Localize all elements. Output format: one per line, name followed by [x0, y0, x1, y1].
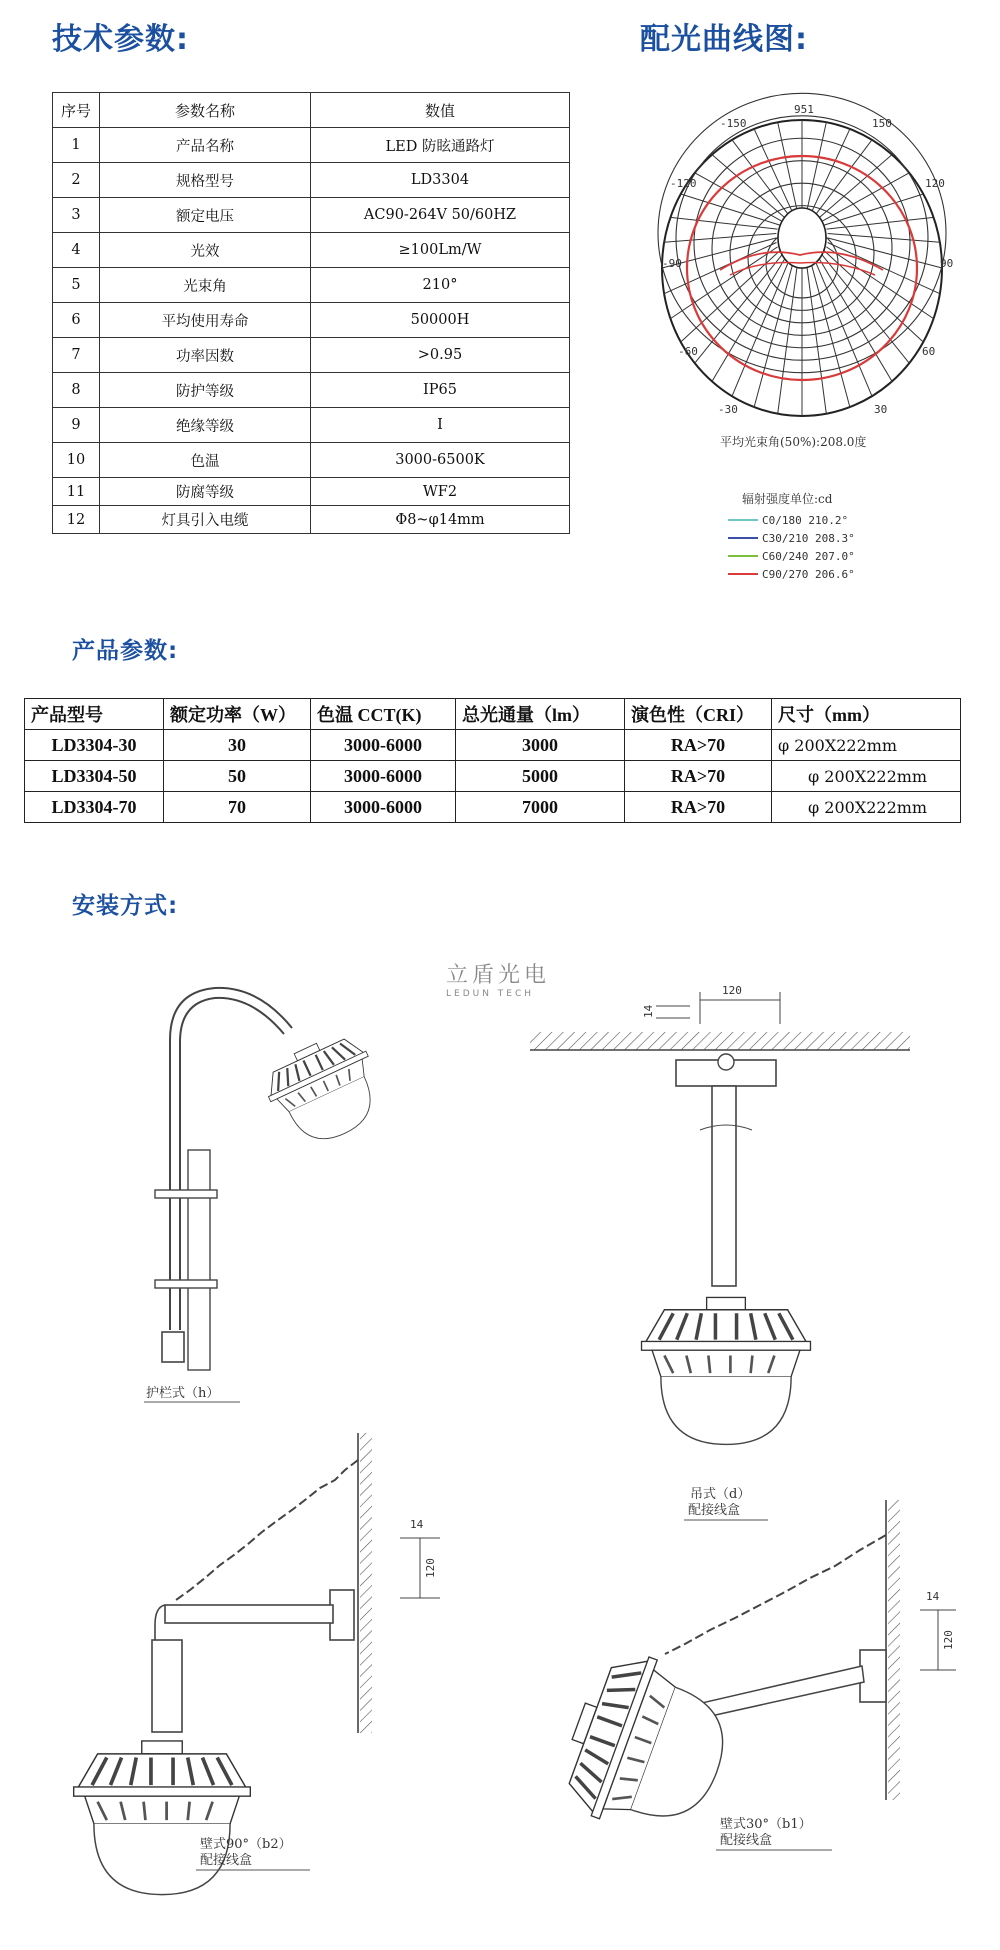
row-index: 3 [53, 198, 100, 233]
row-param: 灯具引入电缆 [100, 506, 311, 534]
row-param: 防腐等级 [100, 478, 311, 506]
caption-wall30-box: 配接线盒 [720, 1833, 773, 1848]
dimension-label: 120 [722, 984, 742, 997]
header-cct: 色温 CCT(K) [311, 699, 456, 730]
cell-size: φ 200X222mm [772, 792, 961, 823]
header-param-name: 参数名称 [100, 93, 311, 128]
row-param: 规格型号 [100, 163, 311, 198]
polar-center [778, 208, 826, 268]
table-row [53, 443, 570, 478]
cell-model: LD3304-30 [25, 730, 164, 761]
polar-spoke [828, 233, 940, 242]
dimension-label: 14 [642, 1004, 655, 1018]
row-value: LD3304 [311, 163, 570, 198]
product-params-heading: 产品参数: [72, 638, 179, 664]
row-param: 功率因数 [100, 338, 311, 373]
row-value: LED 防眩通路灯 [311, 128, 570, 163]
light-curve-heading: 配光曲线图: [640, 22, 808, 57]
table-row [25, 730, 961, 761]
row-param: 防护等级 [100, 373, 311, 408]
angle-label: 60 [922, 345, 936, 358]
table-header-row [25, 699, 961, 730]
dimension-label: 120 [424, 1558, 437, 1578]
header-index: 序号 [53, 93, 100, 128]
tech-params-table [52, 92, 570, 534]
table-row [53, 373, 570, 408]
cell-flux: 3000 [456, 730, 625, 761]
install-method-heading: 安装方式: [72, 893, 179, 919]
table-row [53, 303, 570, 338]
caption-wall90: 壁式90°（b2） [200, 1837, 292, 1852]
light-distribution-diagram [640, 95, 970, 595]
cell-size: φ 200X222mm [772, 730, 961, 761]
caption-guardrail: 护栏式（h） [146, 1386, 220, 1401]
row-index: 8 [53, 373, 100, 408]
row-param: 光效 [100, 233, 311, 268]
angle-label: -120 [670, 177, 697, 190]
caption-wall90-box: 配接线盒 [200, 1853, 253, 1868]
row-value: WF2 [311, 478, 570, 506]
pendant-mount-drawing [530, 984, 910, 1520]
header-flux: 总光通量（lm） [456, 699, 625, 730]
brand-logo-cn: 立盾光电 [446, 963, 551, 988]
row-param: 色温 [100, 443, 311, 478]
cell-flux: 7000 [456, 792, 625, 823]
legend-label: C0/180 210.2° [762, 514, 849, 527]
cell-cct: 3000-6000 [311, 761, 456, 792]
row-index: 5 [53, 268, 100, 303]
cell-cri: RA>70 [625, 730, 772, 761]
row-index: 2 [53, 163, 100, 198]
table-row [53, 338, 570, 373]
wall90-mount-drawing [74, 1433, 440, 1895]
row-param: 额定电压 [100, 198, 311, 233]
polar-top-label: 951 [794, 103, 814, 116]
row-value: Φ8~φ14mm [311, 506, 570, 534]
cell-cct: 3000-6000 [311, 792, 456, 823]
angle-label: -90 [662, 257, 682, 270]
row-index: 11 [53, 478, 100, 506]
dimension-label: 14 [410, 1518, 424, 1531]
table-row [53, 408, 570, 443]
caption-pendant-box: 配接线盒 [688, 1503, 741, 1518]
header-model: 产品型号 [25, 699, 164, 730]
brand-logo-en: LEDUN TECH [446, 989, 535, 999]
row-index: 10 [53, 443, 100, 478]
table-header-row [53, 93, 570, 128]
row-index: 1 [53, 128, 100, 163]
row-index: 7 [53, 338, 100, 373]
product-params-table [24, 698, 961, 823]
polar-spoke [822, 173, 909, 221]
tech-params-heading: 技术参数: [52, 22, 189, 57]
row-value: 210° [311, 268, 570, 303]
table-row [53, 268, 570, 303]
table-row [53, 128, 570, 163]
header-value: 数值 [311, 93, 570, 128]
row-param: 平均使用寿命 [100, 303, 311, 338]
angle-label: 90 [940, 257, 954, 270]
table-row [53, 506, 570, 534]
cell-cri: RA>70 [625, 761, 772, 792]
cell-power: 50 [164, 761, 311, 792]
caption-pendant: 吊式（d） [690, 1487, 751, 1502]
row-index: 12 [53, 506, 100, 534]
beam-angle-caption: 平均光束角(50%):208.0度 [720, 435, 867, 449]
legend-label: C90/270 206.6° [762, 568, 855, 581]
table-row [53, 163, 570, 198]
angle-label: -150 [720, 117, 747, 130]
polar-spoke [732, 140, 789, 216]
row-value: 3000-6500K [311, 443, 570, 478]
row-param: 产品名称 [100, 128, 311, 163]
angle-label: 150 [872, 117, 892, 130]
cell-cct: 3000-6000 [311, 730, 456, 761]
polar-spoke [778, 122, 798, 212]
cell-power: 30 [164, 730, 311, 761]
caption-wall30: 壁式30°（b1） [720, 1817, 812, 1832]
polar-spoke [695, 173, 782, 221]
dimension-label: 14 [926, 1590, 940, 1603]
polar-spoke [807, 264, 827, 414]
header-power: 额定功率（W） [164, 699, 311, 730]
header-size: 尺寸（mm） [772, 699, 961, 730]
polar-spoke [828, 238, 942, 268]
row-index: 4 [53, 233, 100, 268]
cell-power: 70 [164, 792, 311, 823]
table-row [53, 233, 570, 268]
row-index: 6 [53, 303, 100, 338]
polar-spoke [815, 140, 872, 216]
cell-model: LD3304-50 [25, 761, 164, 792]
dimension-label: 120 [942, 1630, 955, 1650]
row-value: ≥100Lm/W [311, 233, 570, 268]
cell-size: φ 200X222mm [772, 761, 961, 792]
row-value: 50000H [311, 303, 570, 338]
angle-label: -60 [678, 345, 698, 358]
cell-cri: RA>70 [625, 792, 772, 823]
table-row [53, 478, 570, 506]
polar-spoke [664, 233, 776, 242]
row-param: 绝缘等级 [100, 408, 311, 443]
row-param: 光束角 [100, 268, 311, 303]
legend-label: C30/210 208.3° [762, 532, 855, 545]
header-cri: 演色性（CRI） [625, 699, 772, 730]
row-value: IP65 [311, 373, 570, 408]
table-row [53, 198, 570, 233]
angle-label: 30 [874, 403, 888, 416]
row-index: 9 [53, 408, 100, 443]
row-value: Ⅰ [311, 408, 570, 443]
polar-spoke [778, 264, 798, 414]
table-row [25, 761, 961, 792]
angle-label: 120 [925, 177, 945, 190]
legend-label: C60/240 207.0° [762, 550, 855, 563]
installation-drawings [0, 950, 1000, 1950]
polar-spoke [807, 122, 827, 212]
polar-spoke [828, 243, 940, 294]
cell-flux: 5000 [456, 761, 625, 792]
row-value: AC90-264V 50/60HZ [311, 198, 570, 233]
angle-label: -30 [718, 403, 738, 416]
legend-title: 辐射强度单位:cd [742, 492, 833, 506]
guardrail-mount-drawing [144, 988, 394, 1402]
wall30-mount-drawing [550, 1500, 956, 1851]
cell-model: LD3304-70 [25, 792, 164, 823]
table-row [25, 792, 961, 823]
row-value: >0.95 [311, 338, 570, 373]
